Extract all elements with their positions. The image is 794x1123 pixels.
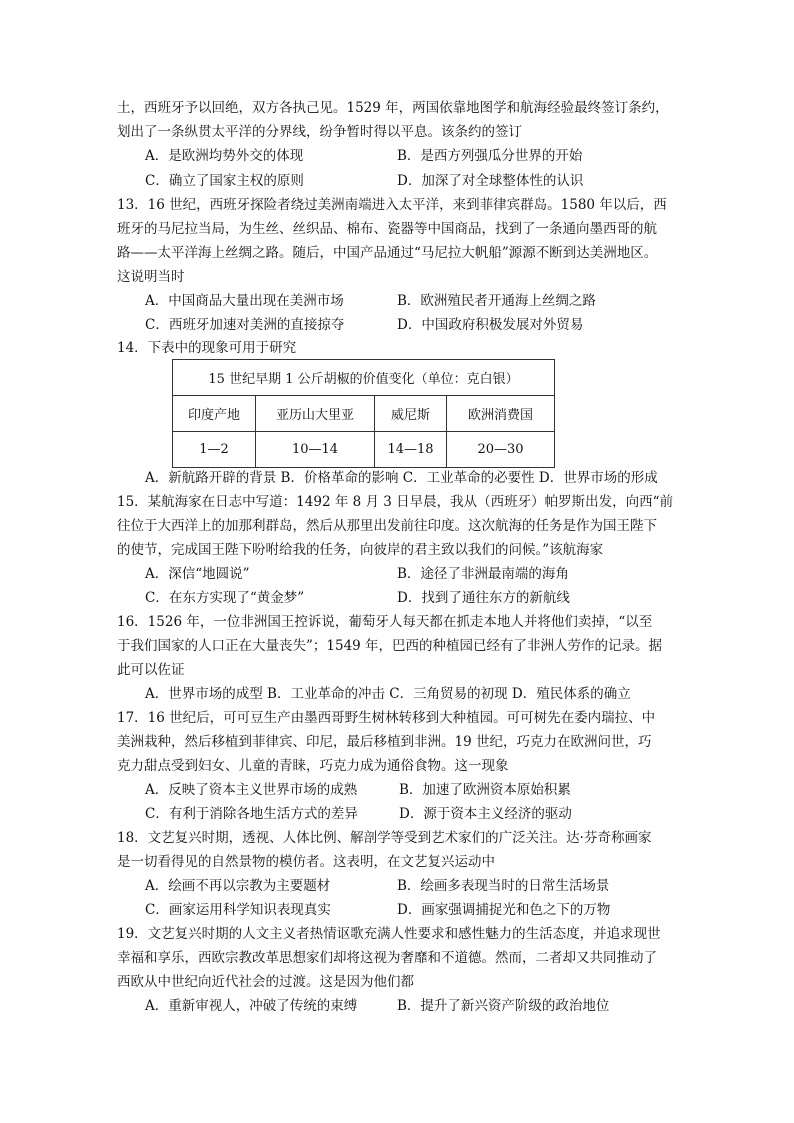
q16-options: A．世界市场的成型 B．工业革命的冲击 C．三角贸易的初现 D．殖民体系的确立 xyxy=(145,686,631,702)
q19-option-b: B．提升了新兴资产阶级的政治地位 xyxy=(397,998,610,1014)
q17-option-d: D．源于资本主义经济的驱动 xyxy=(399,806,572,822)
q12-line2: 划出了一条纵贯太平洋的分界线，纷争暂时得以平息。该条约的签订 xyxy=(117,124,522,140)
q13-line1: 13．16 世纪，西班牙探险者绕过美洲南端进入太平洋，来到菲律宾群岛。1580 年以后，西 xyxy=(117,197,667,213)
q19-option-a: A．重新审视人，冲破了传统的束缚 xyxy=(145,998,358,1014)
q15-option-c: C．在东方实现了“黄金梦” xyxy=(145,590,305,606)
q19-line1: 19．文艺复兴时期的人文主义者热情讴歌充满人性要求和感性魅力的生活态度，并追求现世 xyxy=(117,926,661,942)
q13-line4: 这说明当时 xyxy=(117,269,185,285)
q17-line2: 美洲栽种，然后移植到菲律宾、印尼，最后移植到非洲。19 世纪，巧克力在欧洲问世，巧 xyxy=(117,734,652,750)
table-header-cell: 欧洲消费国 xyxy=(447,396,555,432)
table-value-cell: 14—18 xyxy=(375,432,447,468)
q18-line1: 18．文艺复兴时期，透视、人体比例、解剖学等受到艺术家们的广泛关注。达·芬奇称画家 xyxy=(117,830,652,846)
q12-option-a: A．是欧洲均势外交的体现 xyxy=(145,148,304,164)
table-value-cell: 20—30 xyxy=(447,432,555,468)
q15-line2: 往位于大西洋上的加那利群岛，然后从那里出发前往印度。这次航海的任务是作为国王陛下 xyxy=(117,518,657,534)
q14-stem: 14．下表中的现象可用于研究 xyxy=(117,340,297,356)
pepper-price-table xyxy=(172,359,555,468)
q12-option-c: C．确立了国家主权的原则 xyxy=(145,173,304,189)
q15-line1: 15．某航海家在日志中写道：1492 年 8 月 3 日早晨，我从（西班牙）帕罗斯出发，向西“前 xyxy=(117,494,674,510)
table-header-cell: 印度产地 xyxy=(173,396,256,432)
table-header-cell: 威尼斯 xyxy=(375,396,447,432)
q12-option-d: D．加深了对全球整体性的认识 xyxy=(397,173,584,189)
q15-option-d: D．找到了通往东方的新航线 xyxy=(397,590,570,606)
q13-option-a: A．中国商品大量出现在美洲市场 xyxy=(145,293,344,309)
table-caption: 15 世纪早期 1 公斤胡椒的价值变化（单位：克白银） xyxy=(173,360,555,396)
q18-option-c: C．画家运用科学知识表现真实 xyxy=(145,902,331,918)
q16-line1: 16．1526 年，一位非洲国王控诉说，葡萄牙人每天都在抓走本地人并将他们卖掉，“以至 xyxy=(117,614,653,630)
table-header-cell: 亚历山大里亚 xyxy=(256,396,375,432)
q16-line2: 于我们国家的人口正在大量丧失”；1549 年，巴西的种植园已经有了非洲人劳作的记录。据 xyxy=(117,638,663,654)
q17-option-a: A．反映了资本主义世界市场的成熟 xyxy=(145,782,358,798)
q13-option-b: B．欧洲殖民者开通海上丝绸之路 xyxy=(397,293,596,309)
table-value-cell: 1—2 xyxy=(173,432,256,468)
q17-option-c: C．有利于消除各地生活方式的差异 xyxy=(145,806,358,822)
q17-option-b: B．加速了欧洲资本原始积累 xyxy=(399,782,571,798)
q19-line3: 西欧从中世纪向近代社会的过渡。这是因为他们都 xyxy=(117,974,414,990)
q17-line1: 17．16 世纪后，可可豆生产由墨西哥野生树林转移到大种植园。可可树先在委内瑞拉、中 xyxy=(117,710,656,726)
q13-line2: 班牙的马尼拉当局，为生丝、丝织品、棉布、瓷器等中国商品，找到了一条通向墨西哥的航 xyxy=(117,221,657,237)
q15-option-a: A．深信“地圆说” xyxy=(145,566,250,582)
q12-option-b: B．是西方列强瓜分世界的开始 xyxy=(397,148,583,164)
q18-line2: 是一切看得见的自然景物的模仿者。这表明，在文艺复兴运动中 xyxy=(117,854,495,870)
q12-line1: 土，西班牙予以回绝，双方各执己见。1529 年，两国依靠地图学和航海经验最终签订条约， xyxy=(117,100,669,116)
q18-option-b: B．绘画多表现当时的日常生活场景 xyxy=(397,878,610,894)
q18-option-a: A．绘画不再以宗教为主要题材 xyxy=(145,878,331,894)
q18-option-d: D．画家强调捕捉光和色之下的万物 xyxy=(397,902,611,918)
q17-line3: 克力甜点受到妇女、儿童的青睐，巧克力成为通俗食物。这一现象 xyxy=(117,758,509,774)
q14-options: A．新航路开辟的背景 B．价格革命的影响 C．工业革命的必要性 D．世界市场的形成 xyxy=(145,470,658,486)
q15-option-b: B．途径了非洲最南端的海角 xyxy=(397,566,569,582)
table-value-cell: 10—14 xyxy=(256,432,375,468)
q13-option-c: C．西班牙加速对美洲的直接掠夺 xyxy=(145,317,345,333)
q15-line3: 的使节，完成国王陛下吩咐给我的任务，向彼岸的君主致以我们的问候。”该航海家 xyxy=(117,542,604,558)
q16-line3: 此可以佐证 xyxy=(117,662,185,678)
q13-line3: 路——太平洋海上丝绸之路。随后，中国产品通过“马尼拉大帆船”源源不断到达美洲地区。 xyxy=(117,245,658,261)
q13-option-d: D．中国政府积极发展对外贸易 xyxy=(397,317,584,333)
q19-line2: 幸福和享乐，西欧宗教改革思想家们却将这视为奢靡和不道德。然而，二者却又共同推动了 xyxy=(117,950,657,966)
